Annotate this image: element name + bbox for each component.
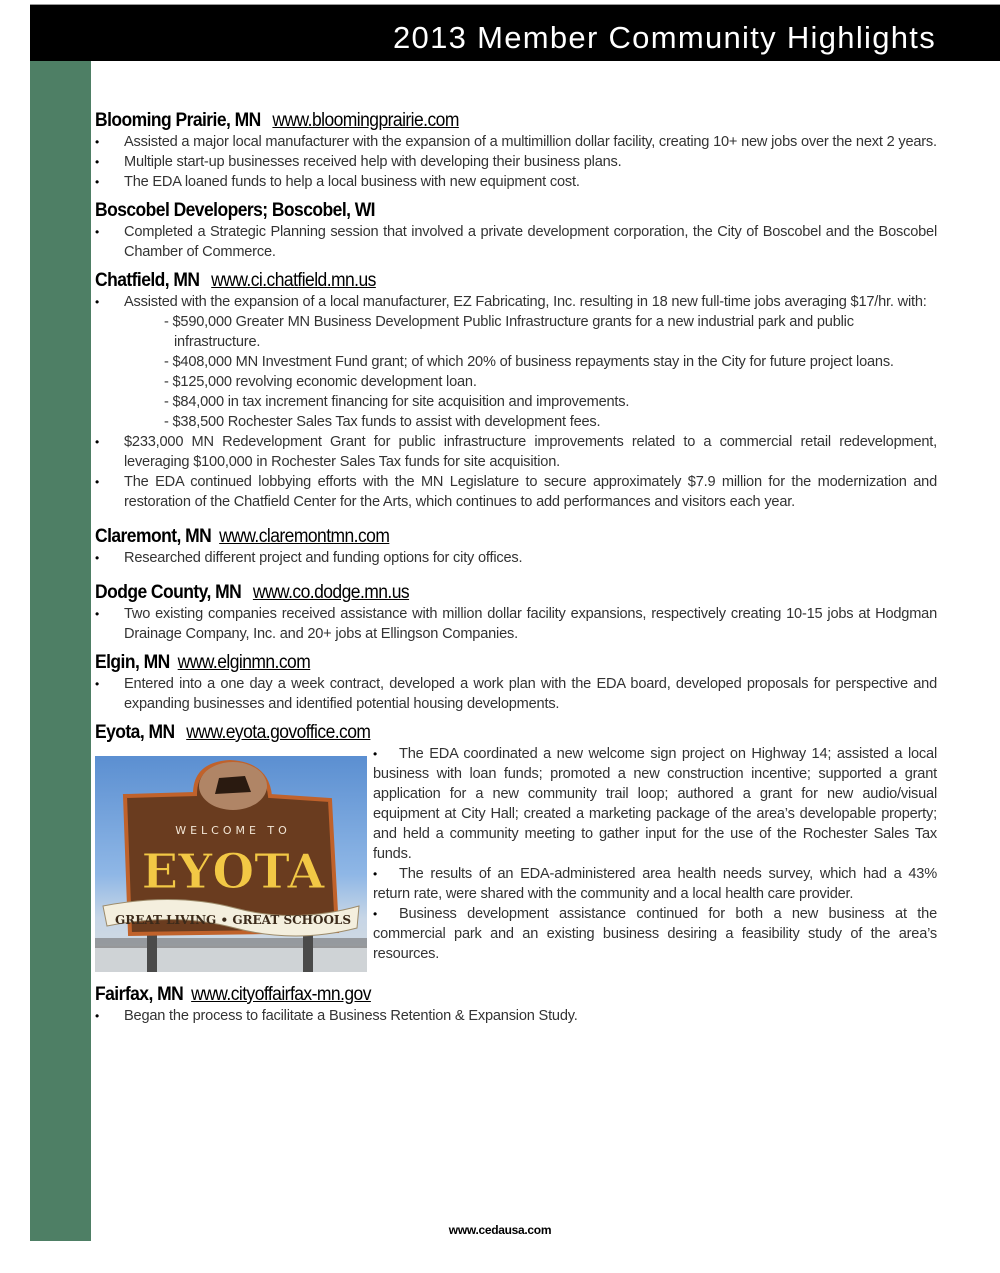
bullet-icon: • xyxy=(95,551,100,565)
list-item xyxy=(373,904,937,964)
bullet-text: Researched different project and funding options for city offices. xyxy=(124,550,523,566)
community-link[interactable]: www.co.dodge.mn.us xyxy=(252,582,410,603)
section-heading xyxy=(95,270,870,292)
bullet-text: Completed a Strategic Planning session that involved a private development corporation, the City of Boscobel and the Boscobel Chamber of Commerce. xyxy=(124,224,937,260)
eyota-layout xyxy=(95,744,937,972)
bullet-list xyxy=(95,292,937,512)
community-name: Elgin, MN xyxy=(95,652,170,673)
bullet-text: Multiple start-up businesses received help with developing their business plans. xyxy=(124,154,622,170)
page-title: 2013 Member Community Highlights xyxy=(393,20,936,55)
list-item xyxy=(95,292,937,432)
bullet-icon: • xyxy=(95,155,100,169)
section-heading xyxy=(95,582,870,604)
bullet-text: Two existing companies received assistance with million dollar facility expansions, respectively creating 10-15 jobs at Hodgman Drainage Company, Inc. and 20+ jobs at Ellingson Companies. xyxy=(124,606,937,642)
bullet-icon: • xyxy=(95,607,100,621)
community-link[interactable]: www.bloomingprairie.com xyxy=(272,110,459,131)
community-link[interactable]: www.eyota.govoffice.com xyxy=(186,722,371,743)
sign-welcome-text: WELCOME TO xyxy=(175,824,291,837)
community-link[interactable]: www.cityoffairfax-mn.gov xyxy=(191,984,371,1005)
list-item xyxy=(95,172,937,192)
bullet-icon: • xyxy=(373,867,378,881)
list-item xyxy=(95,604,937,644)
sign-eyota-text: EYOTA xyxy=(141,844,325,900)
footer-url[interactable]: www.cedausa.com xyxy=(448,1223,552,1237)
bullet-list xyxy=(95,1006,937,1026)
bullet-list xyxy=(95,674,937,714)
section-elgin xyxy=(95,652,937,714)
header-bar xyxy=(30,5,1000,61)
eyota-text-column xyxy=(373,744,937,972)
community-name: Chatfield, MN xyxy=(95,270,200,291)
bullet-icon: • xyxy=(373,907,378,921)
bullet-icon: • xyxy=(95,175,100,189)
bullet-text: The EDA continued lobbying efforts with the MN Legislature to secure approximately $7.9 million for the modernization and restoration of the Chatfield Center for the Arts, which continues to add performances and visitors each year. xyxy=(124,474,937,510)
community-link[interactable]: www.claremontmn.com xyxy=(219,526,390,547)
eyota-welcome-sign-image xyxy=(95,756,367,972)
content xyxy=(95,110,937,1034)
bullet-text: $233,000 MN Redevelopment Grant for public infrastructure improvements related to a commercial retail redevelopment, leveraging $100,000 in Rochester Sales Tax funds for site acquisition. xyxy=(124,434,937,470)
list-item xyxy=(95,432,937,472)
bullet-icon: • xyxy=(95,135,100,149)
section-heading xyxy=(95,652,870,674)
bullet-text: Assisted a major local manufacturer with the expansion of a multimillion dollar facility, creating 10+ new jobs over the next 2 years. xyxy=(124,134,937,150)
section-boscobel xyxy=(95,200,937,262)
bullet-text: Assisted with the expansion of a local manufacturer, EZ Fabricating, Inc. resulting in 18 new full-time jobs averaging $17/hr. with: xyxy=(124,294,927,310)
bullet-list xyxy=(95,132,937,192)
sub-list-item: - $84,000 in tax increment financing for site acquisition and improvements. xyxy=(164,394,630,410)
bullet-text: Business development assistance continued for both a new business at the commercial park and an existing business desiring a feasibility study of the area’s resources. xyxy=(373,906,937,962)
sidebar-accent-bar xyxy=(30,61,91,1241)
community-name: Claremont, MN xyxy=(95,526,212,547)
bullet-text: Began the process to facilitate a Business Retention & Expansion Study. xyxy=(124,1008,578,1024)
list-item xyxy=(95,472,937,512)
section-eyota xyxy=(95,722,937,972)
community-name: Eyota, MN xyxy=(95,722,175,743)
section-heading xyxy=(95,110,870,132)
list-item xyxy=(95,674,937,714)
list-item xyxy=(95,132,937,152)
community-name: Dodge County, MN xyxy=(95,582,242,603)
section-claremont xyxy=(95,526,937,568)
section-dodge-county xyxy=(95,582,937,644)
section-heading xyxy=(95,200,870,222)
sub-list-item: - $38,500 Rochester Sales Tax funds to assist with development fees. xyxy=(164,414,601,430)
list-item xyxy=(95,152,937,172)
bullet-icon: • xyxy=(95,1009,100,1023)
section-fairfax xyxy=(95,984,937,1026)
bullet-text: Entered into a one day a week contract, developed a work plan with the EDA board, developed proposals for perspective and expanding businesses and identified potential housing developments. xyxy=(124,676,937,712)
sub-list-item: - $590,000 Greater MN Business Development Public Infrastructure grants for a new industrial park and public infrastructure. xyxy=(164,314,854,350)
section-heading xyxy=(95,984,870,1006)
sub-list xyxy=(124,312,937,432)
bullet-icon: • xyxy=(95,435,100,449)
bullet-list xyxy=(373,744,937,964)
list-item xyxy=(95,222,937,262)
list-item xyxy=(95,548,937,568)
bullet-icon: • xyxy=(95,295,100,309)
bullet-text: The EDA coordinated a new welcome sign project on Highway 14; assisted a local business with loan funds; promoted a new construction incentive; supported a grant application for a new community trail loop; authored a grant for new audio/visual equipment at City Hall; created a marketing package of the area’s developable property; and held a community meeting to gather input for the use of the Rochester Sales Tax funds. xyxy=(373,746,937,862)
sub-list-item: - $408,000 MN Investment Fund grant; of which 20% of business repayments stay in the City for future project loans. xyxy=(164,354,894,370)
bullet-list xyxy=(95,548,937,568)
list-item xyxy=(373,744,937,864)
bullet-list xyxy=(95,222,937,262)
list-item xyxy=(373,864,937,904)
section-blooming-prairie xyxy=(95,110,937,192)
bullet-icon: • xyxy=(95,677,100,691)
community-link[interactable]: www.elginmn.com xyxy=(177,652,311,673)
list-item xyxy=(95,1006,937,1026)
community-name: Boscobel Developers; Boscobel, WI xyxy=(95,200,375,221)
community-name: Blooming Prairie, MN xyxy=(95,110,261,131)
bullet-text: The results of an EDA-administered area health needs survey, which had a 43% return rate, were shared with the community and a local health care provider. xyxy=(373,866,937,902)
section-heading xyxy=(95,722,870,744)
section-heading xyxy=(95,526,870,548)
bullet-icon: • xyxy=(95,475,100,489)
community-name: Fairfax, MN xyxy=(95,984,184,1005)
bullet-icon: • xyxy=(95,225,100,239)
bullet-icon: • xyxy=(373,747,378,761)
bullet-list xyxy=(95,604,937,644)
welcome-sign-illustration xyxy=(95,756,367,972)
bullet-text: The EDA loaned funds to help a local business with new equipment cost. xyxy=(124,174,580,190)
sub-list-item: - $125,000 revolving economic development loan. xyxy=(164,374,477,390)
section-chatfield xyxy=(95,270,937,512)
sign-ribbon-text: GREAT LIVING • GREAT SCHOOLS xyxy=(114,913,352,927)
community-link[interactable]: www.ci.chatfield.mn.us xyxy=(211,270,376,291)
